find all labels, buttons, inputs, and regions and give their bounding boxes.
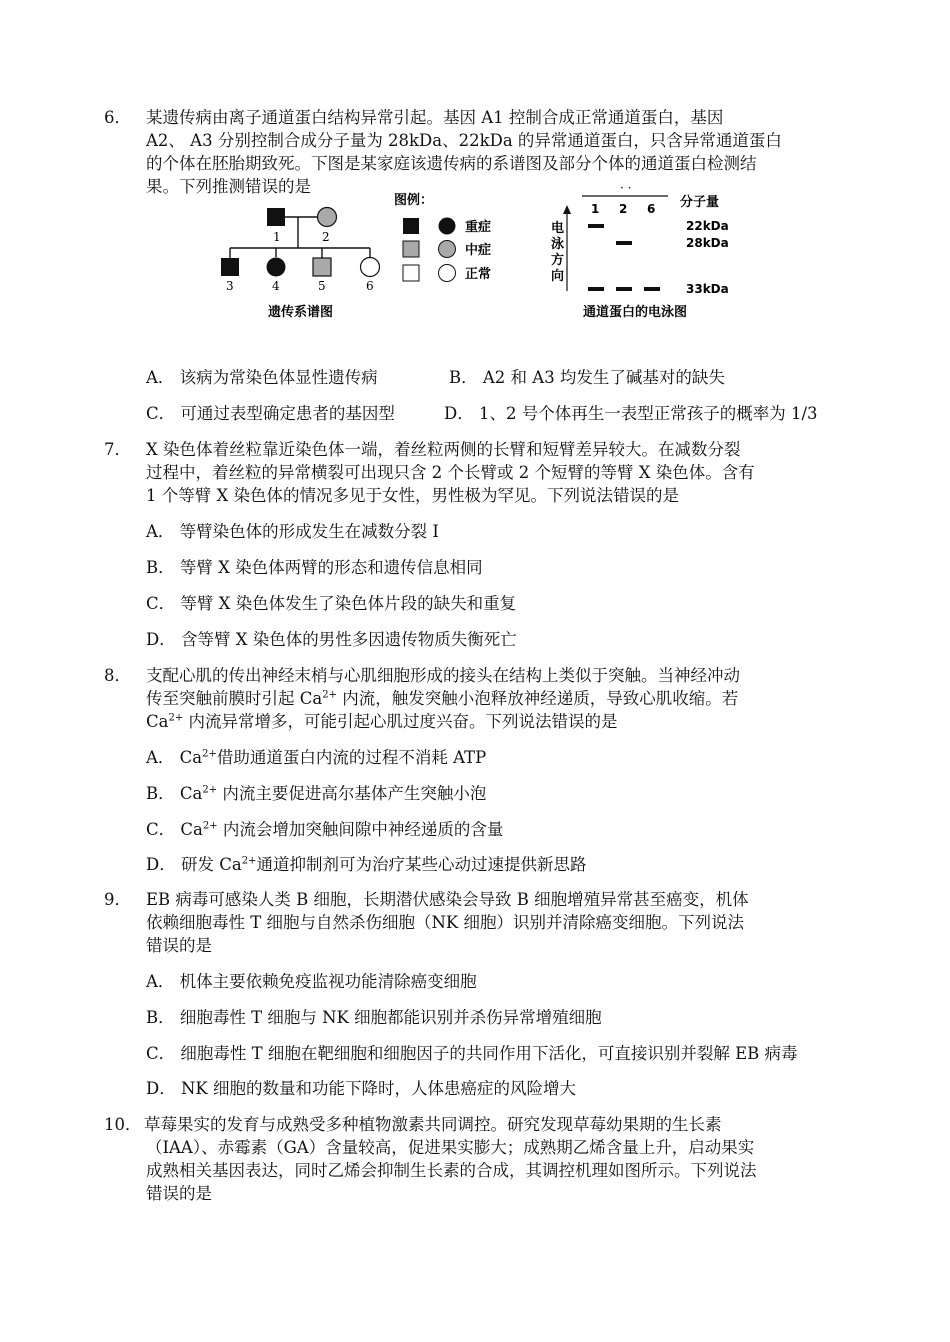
stem-line: EB 病毒可感染人类 B 细胞，长期潜伏感染会导致 B 细胞增殖异常甚至癌变，机体 <box>146 890 749 909</box>
question-10 <box>104 1113 864 1205</box>
superscript: 2+ <box>168 712 184 724</box>
marker-33kda: 33kDa <box>686 282 729 296</box>
band-lane2-28kda <box>616 241 632 245</box>
option-text: D． 研发 Ca <box>146 855 242 874</box>
individual-5-male-moderate <box>313 258 331 276</box>
superscript: 2+ <box>202 820 218 832</box>
q7-option-c: C． 等臂 X 染色体发生了染色体片段的缺失和重复 <box>146 594 517 613</box>
option-text: 通道抑制剂可为治疗某些心动过速提供新思路 <box>256 855 587 874</box>
marker-22kda: 22kDa <box>686 219 729 233</box>
stem-line: 过程中，着丝粒的异常横裂可出现只含 2 个长臂或 2 个短臂的等臂 X 染色体。含有 <box>146 463 755 482</box>
individual-1-male-severe <box>267 208 285 226</box>
label-6: 6 <box>366 279 374 293</box>
question-number: 6． <box>104 108 131 127</box>
gel-lane-1: 1 <box>591 202 600 216</box>
stem-line: X 染色体着丝粒靠近染色体一端，着丝粒两侧的长臂和短臂差异较大。在减数分裂 <box>146 440 741 459</box>
option-text: 内流主要促进高尔基体产生突触小泡 <box>222 784 487 803</box>
option-text: A． Ca <box>146 748 203 767</box>
legend-normal-male <box>403 265 419 281</box>
stem-line: 某遗传病由离子通道蛋白结构异常引起。基因 A1 控制合成正常通道蛋白，基因 <box>146 108 724 127</box>
legend-moderate-label: 中症 <box>465 243 492 258</box>
question-stem <box>146 664 864 733</box>
superscript: 2+ <box>241 855 257 867</box>
figure-svg <box>210 186 750 331</box>
q7-option-d: D． 含等臂 X 染色体的男性多因遗传物质失衡死亡 <box>146 630 517 649</box>
option-text: 内流会增加突触间隙中神经递质的含量 <box>222 820 504 839</box>
q9-option-c: C． 细胞毒性 T 细胞在靶细胞和细胞因子的共同作用下活化，可直接识别并裂解 EB 病毒 <box>146 1044 798 1063</box>
question-stem <box>146 1113 864 1205</box>
q8-option-c <box>146 818 503 841</box>
q7-option-b: B． 等臂 X 染色体两臂的形态和遗传信息相同 <box>146 558 483 577</box>
axis-char: 方 <box>551 253 565 268</box>
stem-line <box>146 710 864 733</box>
band-lane2-33kda <box>616 287 632 291</box>
question-6 <box>104 106 864 198</box>
label-2: 2 <box>322 230 330 244</box>
q6-option-b: B． A2 和 A3 均发生了碱基对的缺失 <box>449 368 725 387</box>
legend-severe-label: 重症 <box>465 220 492 235</box>
label-3: 3 <box>226 279 234 293</box>
stem-text: 传至突触前膜时引起 Ca <box>146 689 323 708</box>
question-number: 7． <box>104 440 131 459</box>
stem-line: A2、 A3 分别控制合成分子量为 28kDa、22kDa 的异常通道蛋白，只含异常通道蛋白 <box>146 131 782 150</box>
q6-option-c: C． 可通过表型确定患者的基因型 <box>146 404 395 423</box>
stem-line: 错误的是 <box>146 1184 212 1203</box>
axis-char: 向 <box>551 269 565 284</box>
individual-2-female-moderate <box>318 208 337 227</box>
label-1: 1 <box>273 230 281 244</box>
pedigree-and-gel-figure <box>210 186 750 331</box>
axis-char: 泳 <box>551 237 565 252</box>
q8-option-b <box>146 782 486 805</box>
stem-text: 内流，触发突触小泡释放神经递质，导致心肌收缩。若 <box>342 689 739 708</box>
stem-line: 错误的是 <box>146 936 212 955</box>
stem-text: Ca <box>146 712 169 731</box>
q7-option-a: A． 等臂染色体的形成发生在减数分裂 I <box>146 522 439 541</box>
label-5: 5 <box>318 279 326 293</box>
band-lane1-33kda <box>588 287 604 291</box>
stem-line: 的个体在胚胎期致死。下图是某家庭该遗传病的系谱图及部分个体的通道蛋白检测结 <box>146 154 757 173</box>
pedigree-title: 遗传系谱图 <box>268 305 334 320</box>
band-lane6-33kda <box>644 287 660 291</box>
q8-option-a <box>146 746 486 769</box>
question-stem <box>146 438 864 507</box>
axis-char: 电 <box>551 221 565 236</box>
option-text: C． Ca <box>146 820 203 839</box>
question-number: 10． <box>104 1115 142 1134</box>
q9-option-d: D． NK 细胞的数量和功能下降时，人体患癌症的风险增大 <box>146 1079 576 1098</box>
gel-top-marks: · · <box>620 186 632 195</box>
option-text: B． Ca <box>146 784 203 803</box>
question-stem <box>146 888 864 957</box>
question-number: 9． <box>104 890 131 909</box>
gel-lane-2: 2 <box>619 202 628 216</box>
band-lane1-22kda <box>588 224 604 228</box>
stem-text: 内流异常增多，可能引起心肌过度兴奋。下列说法错误的是 <box>188 712 618 731</box>
legend-normal-label: 正常 <box>465 267 492 282</box>
stem-line: （IAA）、赤霉素（GA）含量较高，促进果实膨大；成熟期乙烯含量上升，启动果实 <box>146 1138 755 1157</box>
option-text: 借助通道蛋白内流的过程不消耗 ATP <box>216 748 487 767</box>
q6-option-d: D． 1、2 号个体再生一表型正常孩子的概率为 1/3 <box>444 404 818 423</box>
individual-4-female-severe <box>267 258 286 277</box>
question-9 <box>104 888 864 957</box>
stem-line: 1 个等臂 X 染色体的情况多见于女性，男性极为罕见。下列说法错误的是 <box>146 486 679 505</box>
legend-title: 图例： <box>394 193 434 208</box>
gel-header: 分子量 <box>680 195 720 210</box>
stem-line: 成熟相关基因表达，同时乙烯会抑制生长素的合成，其调控机理如图所示。下列说法 <box>146 1161 757 1180</box>
stem-line: 草莓果实的发育与成熟受多种植物激素共同调控。研究发现草莓幼果期的生长素 <box>144 1115 722 1134</box>
legend-severe-female <box>439 218 456 235</box>
gel-title: 通道蛋白的电泳图 <box>583 305 688 320</box>
q9-option-b: B． 细胞毒性 T 细胞与 NK 细胞都能识别并杀伤异常增殖细胞 <box>146 1008 602 1027</box>
legend-severe-male <box>403 218 419 234</box>
question-8 <box>104 664 864 733</box>
superscript: 2+ <box>202 748 217 760</box>
gel-lane-6: 6 <box>647 202 656 216</box>
stem-line: 果。下列推测错误的是 <box>146 177 311 196</box>
legend-moderate-male <box>403 241 419 257</box>
individual-6-female-normal <box>361 258 380 277</box>
question-7 <box>104 438 864 507</box>
individual-3-male-severe <box>221 258 239 276</box>
stem-line: 支配心肌的传出神经末梢与心肌细胞形成的接头在结构上类似于突触。当神经冲动 <box>146 666 740 685</box>
q6-option-a: A． 该病为常染色体显性遗传病 <box>146 368 378 387</box>
question-number: 8． <box>104 666 131 685</box>
legend-moderate-female <box>439 241 456 258</box>
stem-line: 依赖细胞毒性 T 细胞与自然杀伤细胞（NK 细胞）识别并清除癌变细胞。下列说法 <box>146 913 745 932</box>
q8-option-d <box>146 853 586 876</box>
superscript: 2+ <box>202 784 218 796</box>
marker-28kda: 28kDa <box>686 236 729 250</box>
stem-line <box>146 687 864 710</box>
legend-normal-female <box>439 265 456 282</box>
q9-option-a: A． 机体主要依赖免疫监视功能清除癌变细胞 <box>146 972 477 991</box>
question-stem <box>146 106 864 198</box>
label-4: 4 <box>272 279 280 293</box>
arrow-head-icon <box>563 205 571 214</box>
superscript: 2+ <box>322 689 337 701</box>
